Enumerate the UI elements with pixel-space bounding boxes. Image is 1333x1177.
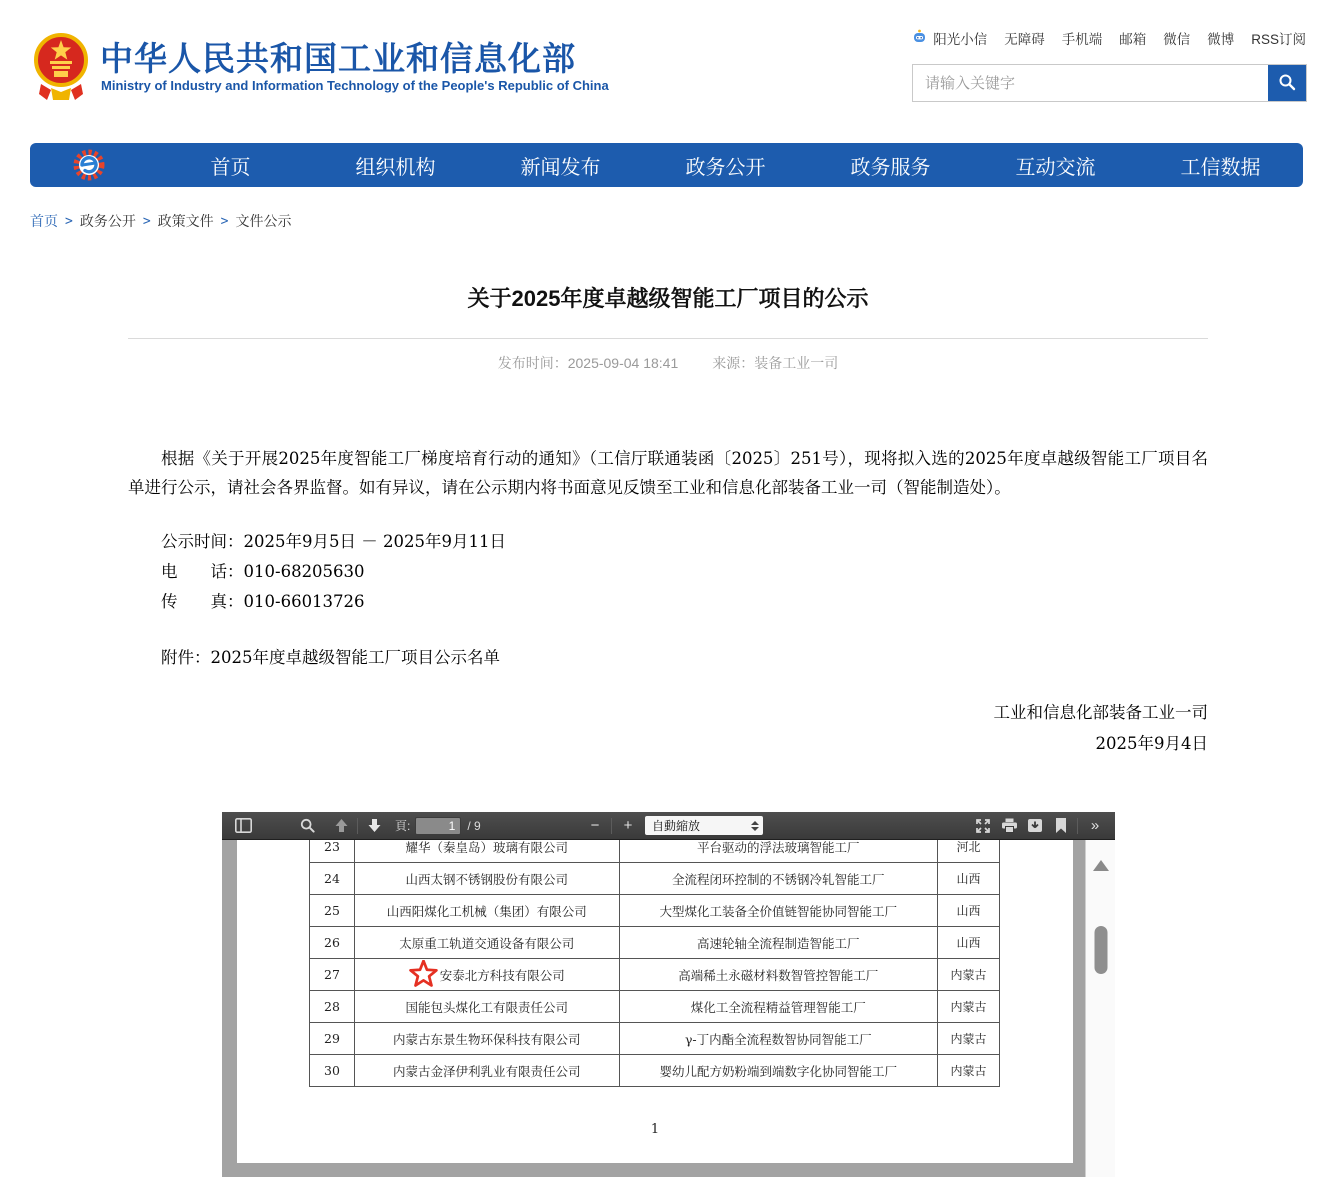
nav-item-interaction[interactable]: 互动交流	[1015, 156, 1096, 179]
site-title: 中华人民共和国工业和信息化部	[100, 40, 576, 77]
pdf-viewer	[222, 812, 1115, 1177]
site-search	[912, 64, 1307, 102]
nav-item-organization[interactable]: 组织机构	[355, 156, 436, 179]
pdf-next-page-button[interactable]	[361, 814, 387, 838]
fax-line: 传 真：010-66013726	[161, 592, 365, 611]
cell-project: 平台驱动的浮法玻璃智能工厂	[619, 840, 937, 863]
cell-company: 安泰北方科技有限公司	[354, 959, 619, 991]
source: 装备工业一司	[754, 355, 839, 371]
cell-province: 内蒙古	[938, 1023, 1000, 1055]
article-meta	[128, 353, 1208, 373]
cell-index: 27	[310, 959, 355, 991]
cell-company: 山西太钢不锈钢股份有限公司	[354, 863, 619, 895]
pdf-page	[237, 840, 1073, 1163]
signoff-date: 2025年9月4日	[1095, 734, 1208, 753]
pdf-zoom-in-button[interactable]: +	[623, 817, 633, 834]
red-star-icon	[409, 960, 438, 989]
search-input[interactable]	[913, 65, 1268, 101]
breadcrumb	[30, 211, 291, 231]
breadcrumb-separator: >	[142, 213, 151, 229]
attachment-line[interactable]: 附件：2025年度卓越级智能工厂项目公示名单	[161, 648, 500, 667]
project-list-table	[309, 840, 1000, 1087]
cell-province: 内蒙古	[938, 959, 1000, 991]
pdf-page-total: / 9	[467, 818, 481, 833]
pdf-zoom-mode-select[interactable]: 自動縮放	[645, 816, 763, 835]
national-emblem-logo	[33, 30, 89, 102]
main-navbar	[30, 143, 1303, 187]
nav-item-home[interactable]: 首页	[210, 156, 251, 179]
cell-index: 28	[310, 991, 355, 1023]
cell-project: γ-丁内酯全流程数智协同智能工厂	[619, 1023, 937, 1055]
source-label: 来源：	[712, 355, 755, 371]
cell-project: 高端稀土永磁材料数智管控智能工厂	[619, 959, 937, 991]
cell-company: 山西阳煤化工机械（集团）有限公司	[354, 895, 619, 927]
top-link-sunshine-xiaoxin[interactable]: 阳光小信	[911, 28, 987, 48]
signoff	[128, 697, 1208, 759]
cell-province: 河北	[938, 840, 1000, 863]
toolbar-divider	[357, 818, 358, 834]
toolbar-divider	[611, 818, 612, 834]
pdf-sidebar-toggle-button[interactable]	[230, 814, 256, 838]
select-spinner-icon	[751, 821, 759, 831]
cell-project: 大型煤化工装备全价值链智能协同智能工厂	[619, 895, 937, 927]
cell-company: 内蒙古金泽伊利乳业有限责任公司	[354, 1055, 619, 1087]
nav-item-data[interactable]: 工信数据	[1180, 156, 1261, 179]
site-header	[0, 0, 1333, 135]
table-row	[310, 927, 1000, 959]
cell-company: 耀华（秦皇岛）玻璃有限公司	[354, 840, 619, 863]
table-row	[310, 895, 1000, 927]
table-row	[310, 863, 1000, 895]
breadcrumb-separator: >	[65, 213, 73, 229]
pdf-download-button[interactable]	[1022, 814, 1048, 838]
cell-index: 26	[310, 927, 355, 959]
publish-time-label: 发布时间：	[497, 355, 568, 371]
pdf-print-button[interactable]	[996, 814, 1022, 838]
cell-company: 太原重工轨道交通设备有限公司	[354, 927, 619, 959]
article	[128, 282, 1208, 759]
top-link-accessibility[interactable]: 无障碍	[1004, 32, 1045, 47]
pdf-presentation-mode-button[interactable]	[970, 814, 996, 838]
breadcrumb-document-publicity[interactable]: 文件公示	[235, 213, 292, 229]
pdf-table-body	[310, 840, 1000, 1087]
cell-province: 山西	[938, 895, 1000, 927]
top-link-weibo[interactable]: 微博	[1207, 32, 1235, 47]
search-button[interactable]	[1268, 65, 1306, 101]
breadcrumb-separator: >	[220, 213, 229, 229]
table-row	[310, 991, 1000, 1023]
search-icon	[1278, 73, 1296, 94]
article-paragraph: 根据《关于开展2025年度智能工厂梯度培育行动的通知》（工信厅联通装函〔2025〕251号），现将拟入选的2025年度卓越级智能工厂项目名单进行公示，请社会各界监督。如有异议，请在公示期内将书面意见反馈至工业和信息化部装备工业一司（智能制造处）。	[128, 449, 1208, 497]
robot-assistant-icon	[911, 28, 928, 48]
notice-period: 公示时间：2025年9月5日 － 2025年9月11日	[161, 532, 506, 551]
nav-item-news[interactable]: 新闻发布	[520, 156, 601, 179]
pdf-zoom-out-button[interactable]: −	[590, 817, 600, 834]
table-row	[310, 1055, 1000, 1087]
pdf-more-tools-button[interactable]: »	[1090, 817, 1098, 834]
cell-index: 25	[310, 895, 355, 927]
cell-province: 内蒙古	[938, 1055, 1000, 1087]
cell-index: 30	[310, 1055, 355, 1087]
publish-time: 2025-09-04 18:41	[567, 355, 679, 371]
table-row	[310, 959, 1000, 991]
nav-item-gov-services[interactable]: 政务服务	[850, 156, 931, 179]
page-label: 頁:	[395, 819, 411, 833]
breadcrumb-gov-disclosure[interactable]: 政务公开	[79, 213, 136, 229]
cell-index: 23	[310, 840, 355, 863]
pdf-content-area	[222, 840, 1115, 1177]
cell-project: 煤化工全流程精益管理智能工厂	[619, 991, 937, 1023]
phone-line: 电 话：010-68205630	[161, 562, 365, 581]
signoff-department: 工业和信息化部装备工业一司	[993, 703, 1208, 722]
top-link-mail[interactable]: 邮箱	[1119, 32, 1147, 47]
pdf-page-footer-number: 1	[650, 1122, 660, 1137]
miit-gear-logo-icon	[30, 148, 148, 182]
cell-province: 山西	[938, 927, 1000, 959]
nav-items	[148, 151, 1303, 180]
cell-index: 24	[310, 863, 355, 895]
cell-province: 内蒙古	[938, 991, 1000, 1023]
top-utility-links	[911, 28, 1306, 48]
top-link-wechat[interactable]: 微信	[1163, 32, 1191, 47]
scrollbar-up-arrow-icon[interactable]	[1093, 860, 1109, 871]
top-link-mobile[interactable]: 手机端	[1061, 32, 1103, 47]
breadcrumb-policy-documents[interactable]: 政策文件	[157, 213, 214, 229]
top-link-rss[interactable]: RSS订阅	[1251, 32, 1306, 47]
site-subtitle: Ministry of Industry and Information Technology of the People's Republic of China	[101, 78, 609, 93]
pdf-search-button[interactable]	[294, 814, 320, 838]
pdf-bookmark-button[interactable]	[1048, 814, 1074, 838]
cell-project: 全流程闭环控制的不锈钢冷轧智能工厂	[619, 863, 937, 895]
cell-company: 国能包头煤化工有限责任公司	[354, 991, 619, 1023]
pdf-page-input[interactable]	[415, 817, 461, 835]
cell-project: 高速轮轴全流程制造智能工厂	[619, 927, 937, 959]
scrollbar-thumb[interactable]	[1094, 926, 1107, 974]
table-row	[310, 840, 1000, 863]
cell-province: 山西	[938, 863, 1000, 895]
article-title: 关于2025年度卓越级智能工厂项目的公示	[467, 286, 869, 311]
pdf-previous-page-button[interactable]	[328, 814, 354, 838]
cell-project: 婴幼儿配方奶粉端到端数字化协同智能工厂	[619, 1055, 937, 1087]
cell-index: 29	[310, 1023, 355, 1055]
pdf-toolbar	[222, 812, 1115, 840]
contact-info	[161, 527, 1208, 617]
title-divider	[128, 338, 1208, 339]
breadcrumb-home[interactable]: 首页	[30, 213, 58, 229]
table-row	[310, 1023, 1000, 1055]
cell-company: 内蒙古东景生物环保科技有限公司	[354, 1023, 619, 1055]
nav-item-gov-disclosure[interactable]: 政务公开	[685, 156, 766, 179]
toolbar-divider	[1077, 818, 1078, 834]
pdf-scrollbar[interactable]	[1085, 840, 1115, 1177]
article-body	[128, 444, 1208, 502]
